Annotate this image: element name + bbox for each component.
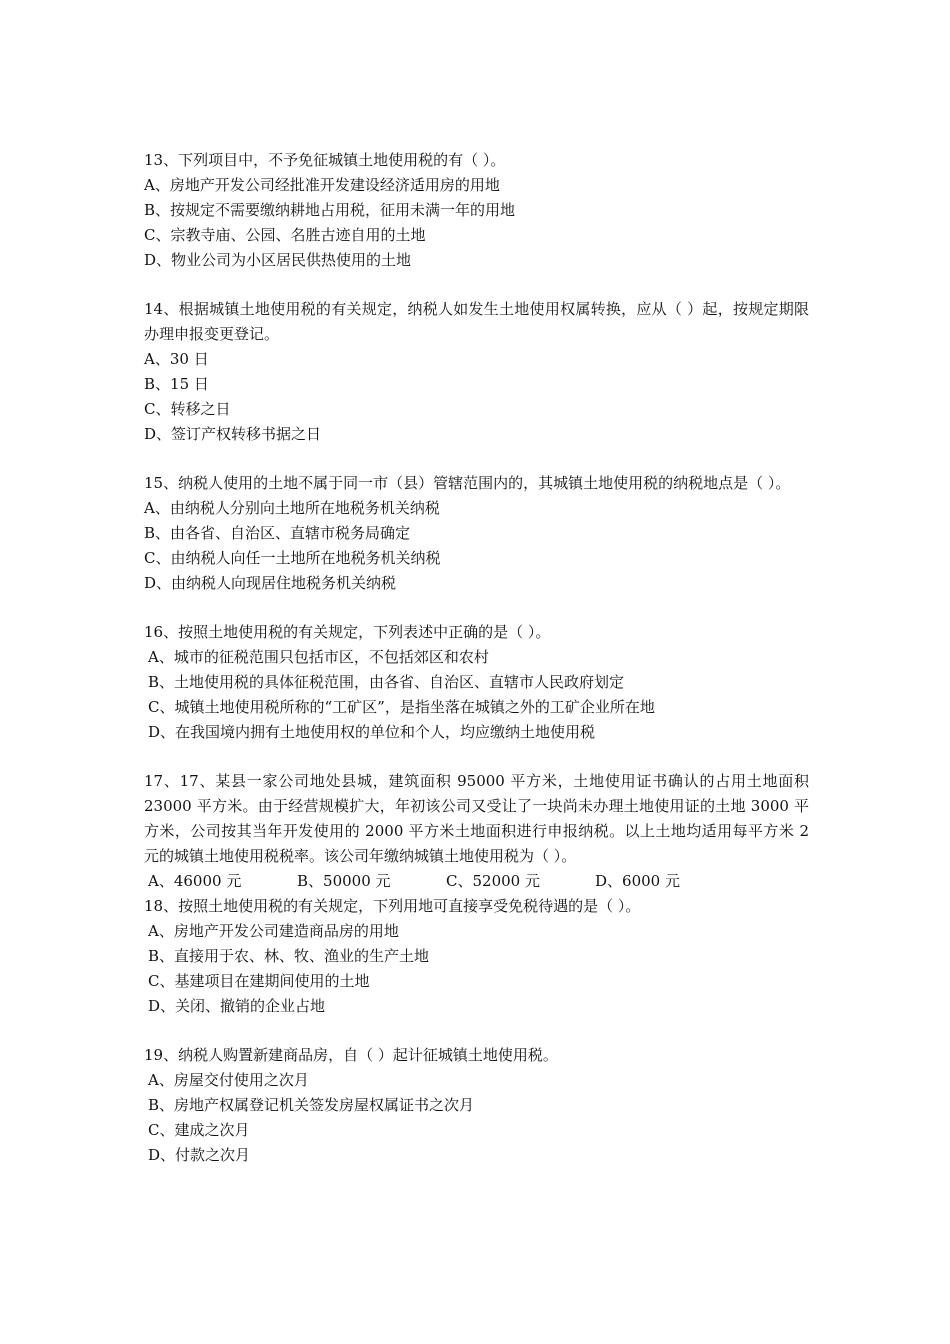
option-b: B、直接用于农、林、牧、渔业的生产土地 xyxy=(148,947,430,965)
question-15 xyxy=(144,471,809,596)
option-b: B、15 日 xyxy=(144,375,209,393)
option-b: B、土地使用税的具体征税范围，由各省、自治区、直辖市人民政府划定 xyxy=(148,673,625,691)
option-c: C、城镇土地使用税所称的“工矿区”，是指坐落在城镇之外的工矿企业所在地 xyxy=(148,698,655,716)
option-c: C、52000 元 xyxy=(446,872,540,890)
option-c: C、转移之日 xyxy=(144,400,231,418)
option-c: C、建成之次月 xyxy=(148,1121,250,1139)
option-c: C、宗教寺庙、公园、名胜古迹自用的土地 xyxy=(144,226,426,244)
option-d: D、6000 元 xyxy=(595,872,680,890)
option-a: A、30 日 xyxy=(144,350,209,368)
option-a: A、城市的征税范围只包括市区，不包括郊区和农村 xyxy=(148,648,489,666)
option-a: A、房地产开发公司经批准开发建设经济适用房的用地 xyxy=(144,176,500,194)
option-c: C、基建项目在建期间使用的土地 xyxy=(148,972,370,990)
option-d: D、在我国境内拥有土地使用权的单位和个人，均应缴纳土地使用税 xyxy=(148,723,596,741)
option-a: A、46000 元 xyxy=(148,872,242,890)
question-19 xyxy=(144,1043,809,1168)
option-d: D、签订产权转移书据之日 xyxy=(144,425,322,443)
option-d: D、付款之次月 xyxy=(148,1146,251,1164)
option-b: B、房地产权属登记机关签发房屋权属证书之次月 xyxy=(148,1096,475,1114)
option-a: A、房地产开发公司建造商品房的用地 xyxy=(148,922,399,940)
option-b: B、按规定不需要缴纳耕地占用税，征用未满一年的用地 xyxy=(144,201,516,219)
question-16 xyxy=(144,620,809,745)
option-row xyxy=(144,869,809,894)
question-stem: 17、17、某县一家公司地处县城，建筑面积 95000 平方米，土地使用证书确认的占用土地面积 23000 平方米。由于经营规模扩大，年初该公司又受让了一块尚未办理土地使用证的土地 3000 平方米，公司按其当年开发使用的 2000 平方米土地面积进行申报纳税。以上土地均适用每平方米 2 元的城镇土地使用税税率。该公司年缴纳城镇土地使用税为（ ）。 xyxy=(144,772,809,865)
question-17 xyxy=(144,769,809,894)
question-stem: 18、按照土地使用税的有关规定，下列用地可直接享受免税待遇的是（ ）。 xyxy=(144,897,641,915)
option-a: A、由纳税人分别向土地所在地税务机关纳税 xyxy=(144,499,440,517)
question-13 xyxy=(144,148,809,273)
question-stem: 19、纳税人购置新建商品房，自（ ）起计征城镇土地使用税。 xyxy=(144,1046,558,1064)
question-14 xyxy=(144,297,809,447)
question-stem: 15、纳税人使用的土地不属于同一市（县）管辖范围内的，其城镇土地使用税的纳税地点是（ ）。 xyxy=(144,474,791,492)
option-d: D、关闭、撤销的企业占地 xyxy=(148,997,326,1015)
option-b: B、50000 元 xyxy=(297,872,391,890)
option-d: D、由纳税人向现居住地税务机关纳税 xyxy=(144,574,397,592)
question-stem: 14、根据城镇土地使用税的有关规定，纳税人如发生土地使用权属转换，应从（ ）起，按规定期限办理申报变更登记。 xyxy=(144,300,809,343)
question-stem: 16、按照土地使用税的有关规定，下列表述中正确的是（ ）。 xyxy=(144,623,551,641)
option-c: C、由纳税人向任一土地所在地税务机关纳税 xyxy=(144,549,441,567)
question-18 xyxy=(144,894,809,1019)
option-a: A、房屋交付使用之次月 xyxy=(148,1071,309,1089)
question-stem: 13、下列项目中，不予免征城镇土地使用税的有（ ）。 xyxy=(144,151,506,169)
option-b: B、由各省、自治区、直辖市税务局确定 xyxy=(144,524,411,542)
option-d: D、物业公司为小区居民供热使用的土地 xyxy=(144,251,412,269)
question-list xyxy=(144,148,809,1192)
